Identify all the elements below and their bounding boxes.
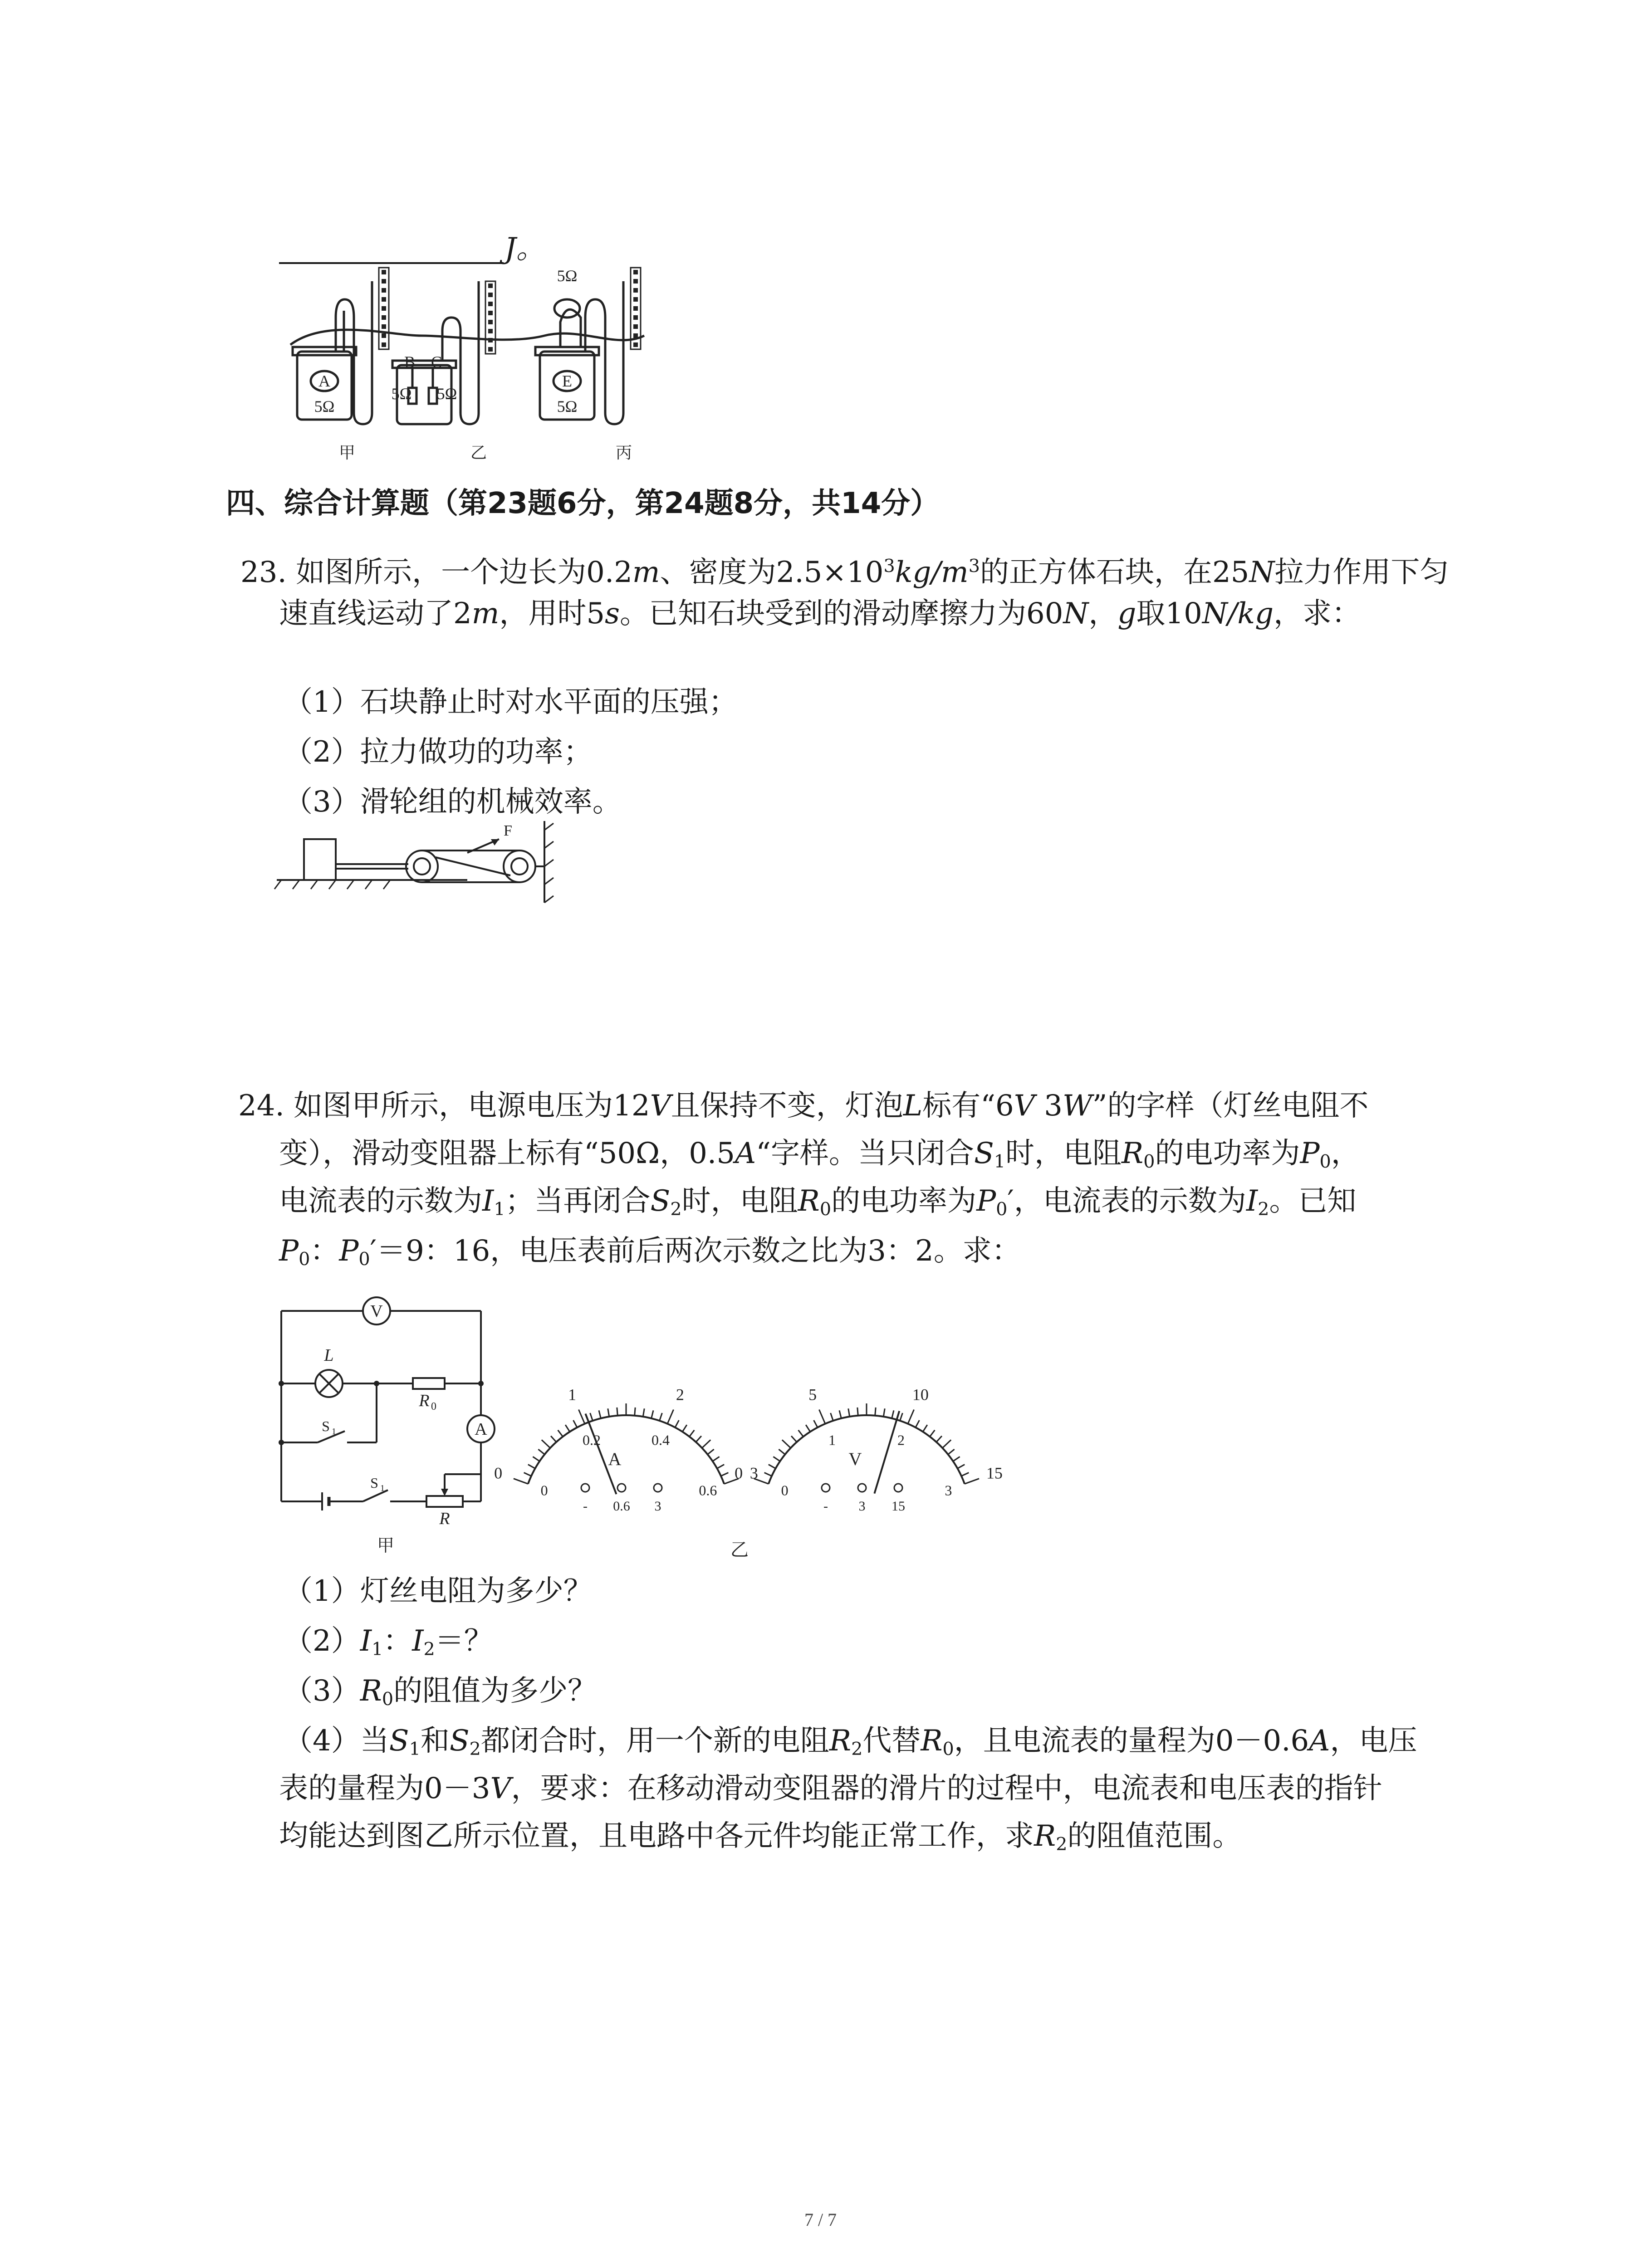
ammeter-terminal xyxy=(581,1484,589,1492)
ammeter-terminal-label: 3 xyxy=(654,1499,661,1514)
jar-b-resistance: 5Ω xyxy=(391,385,412,403)
q23-line-1: 23. 如图所示，一个边长为0.2m、密度为$2.5\times 10^3kg/m^3$的正方体石块，在25N拉力作用下匀 xyxy=(240,555,1449,589)
ammeter-tick xyxy=(533,1457,539,1461)
label-bing: 丙 xyxy=(615,444,632,462)
svg-text:0: 0 xyxy=(431,1401,436,1413)
ammeter-tick xyxy=(696,1436,701,1442)
voltmeter-tick xyxy=(779,1449,785,1454)
ammeter-tick xyxy=(538,1449,544,1454)
ammeter-tick xyxy=(667,1410,673,1424)
ammeter-tick xyxy=(643,1408,644,1417)
voltmeter-tick xyxy=(892,1410,894,1418)
q23-sub-1: （1）石块静止时对水平面的压强； xyxy=(284,685,738,719)
r0-label: R xyxy=(419,1391,430,1410)
ammeter-bottom-tick-label: 0.6 xyxy=(699,1482,717,1499)
voltmeter-tick xyxy=(769,1465,776,1469)
q23-line-2: 速直线运动了2m，用时5s。已知石块受到的滑动摩擦力为60N，g取10N/kg，求： xyxy=(279,597,1361,631)
page-number: 7 / 7 xyxy=(804,2209,837,2230)
ammeter-tick xyxy=(689,1430,694,1437)
q24-line-4: $P_0$：$P_0'=9$：16，电压表前后两次示数之比为3：2。求： xyxy=(279,1234,1021,1270)
ammeter-terminal-label: 0.6 xyxy=(613,1499,630,1514)
rheostat-label: R xyxy=(439,1509,450,1528)
voltmeter-terminal-label: 3 xyxy=(858,1499,866,1514)
voltmeter-top-tick-label: 10 xyxy=(912,1385,929,1404)
switch-s1-lower-label: S xyxy=(370,1475,378,1491)
voltmeter-terminal xyxy=(858,1484,866,1492)
jar-e-letter: E xyxy=(562,372,572,390)
blank-unit: J。 xyxy=(505,232,545,265)
ammeter-tick xyxy=(565,1425,570,1432)
svg-text:1: 1 xyxy=(380,1483,385,1493)
ammeter-top-tick-label: 1 xyxy=(568,1385,577,1404)
ammeter-tick xyxy=(713,1457,720,1461)
voltmeter-tick xyxy=(942,1440,951,1448)
voltmeter-tick xyxy=(930,1430,935,1437)
ammeter-tick xyxy=(708,1449,714,1454)
ammeter-tick xyxy=(717,1465,725,1469)
ammeter-terminal xyxy=(617,1484,626,1492)
q24-line-3: 电流表的示数为$I_1$；当再闭合$S_2$时，电阻$R_0$的电功率为$P_0'$，电流表的示数为$I_2$。已知 xyxy=(279,1184,1357,1220)
voltmeter-tick xyxy=(819,1410,825,1424)
q24-sub-1: （1）灯丝电阻为多少？ xyxy=(284,1574,593,1608)
ammeter-tick xyxy=(682,1425,687,1432)
circuit-figure-label: 甲 xyxy=(377,1536,395,1555)
ammeter-tick xyxy=(599,1410,601,1418)
voltmeter-bottom-tick-label: 0 xyxy=(781,1482,789,1499)
voltmeter-tick xyxy=(773,1457,780,1461)
meters-figure xyxy=(494,1343,1003,1560)
voltmeter-bottom-tick-label: 3 xyxy=(945,1482,952,1499)
voltmeter-tick xyxy=(923,1425,927,1432)
heat-experiment-figure xyxy=(272,268,681,467)
circuit-figure xyxy=(272,1293,508,1556)
voltmeter-tick xyxy=(798,1430,803,1437)
force-label: F xyxy=(504,822,512,839)
jar-a-resistance: 5Ω xyxy=(314,397,335,415)
voltmeter-scale-arc xyxy=(769,1415,965,1484)
jar-b-letter: B xyxy=(404,353,416,371)
voltmeter-tick xyxy=(958,1465,965,1469)
label-jia: 甲 xyxy=(338,444,356,462)
label-yi: 乙 xyxy=(470,444,487,462)
ammeter-tick xyxy=(660,1413,662,1421)
voltmeter-tick xyxy=(961,1473,969,1476)
svg-text:1: 1 xyxy=(332,1427,336,1437)
voltmeter-tick xyxy=(857,1408,858,1416)
voltmeter-tick xyxy=(883,1408,885,1417)
ammeter-tick xyxy=(675,1420,679,1427)
voltmeter-tick xyxy=(936,1436,942,1442)
voltmeter-tick xyxy=(948,1449,955,1454)
ammeter-bottom-tick-label: 0.2 xyxy=(582,1432,601,1448)
lamp-label: L xyxy=(324,1346,334,1365)
q24-sub-4-line-3: 均能达到图乙所示位置，且电路中各元件均能正常工作，求$R_2$的阻值范围。 xyxy=(279,1819,1242,1855)
voltmeter-tick xyxy=(953,1457,960,1461)
voltmeter-bottom-tick-label: 2 xyxy=(897,1432,905,1448)
voltmeter-tick xyxy=(875,1408,876,1416)
voltmeter-needle xyxy=(874,1411,899,1494)
ammeter-top-tick-label: 0 xyxy=(494,1464,503,1482)
voltmeter-terminal xyxy=(894,1484,902,1492)
ammeter-tick xyxy=(721,1473,728,1476)
voltmeter-letter: V xyxy=(848,1449,862,1469)
voltmeter-tick xyxy=(848,1408,850,1417)
answer-blank-line xyxy=(279,262,504,264)
ammeter-tick xyxy=(551,1436,556,1442)
ammeter-terminal xyxy=(654,1484,662,1492)
jar-c-letter: C xyxy=(431,353,442,371)
jar-e-resistance: 5Ω xyxy=(557,397,578,415)
ammeter-tick xyxy=(573,1420,577,1427)
ammeter-tick xyxy=(524,1473,531,1476)
voltmeter-top-tick-label: 5 xyxy=(808,1385,817,1404)
q24-sub-3: $(3)R_0$的阻值为多少？ xyxy=(284,1674,597,1710)
ammeter-tick xyxy=(528,1465,535,1469)
voltmeter-tick xyxy=(839,1410,841,1418)
voltmeter-tick xyxy=(831,1413,833,1421)
ammeter-terminal-label: - xyxy=(583,1499,588,1514)
q24-sub-4-line-2: 表的量程为0－3V，要求：在移动滑动变阻器的滑片的过程中，电流表和电压表的指针 xyxy=(279,1772,1382,1805)
meters-figure-label: 乙 xyxy=(730,1540,749,1560)
voltmeter-tick xyxy=(782,1440,791,1448)
ammeter-scale-arc xyxy=(528,1415,724,1484)
voltmeter-tick xyxy=(965,1479,979,1484)
ammeter-bottom-tick-label: 0 xyxy=(540,1482,548,1499)
ammeter-bottom-tick-label: 0.4 xyxy=(652,1432,670,1448)
ammeter-top-tick-label: 2 xyxy=(676,1385,684,1404)
voltmeter-terminal-label: - xyxy=(823,1499,828,1514)
ammeter-tick xyxy=(514,1479,528,1484)
ammeter-tick xyxy=(578,1410,584,1424)
jar-c-resistance: 5Ω xyxy=(436,385,457,403)
ammeter-tick xyxy=(608,1408,609,1417)
ammeter-tick xyxy=(542,1440,550,1448)
q24-line-1: 24. 如图甲所示，电源电压为12V且保持不变，灯泡L标有“6V 3W”的字样（灯丝电阻不 xyxy=(238,1089,1369,1123)
ammeter-tick xyxy=(558,1430,563,1437)
switch-s1-upper-label: S xyxy=(322,1418,330,1434)
q23-sub-3: （3）滑轮组的机械效率。 xyxy=(284,785,622,819)
voltmeter-terminal xyxy=(822,1484,830,1492)
q23-sub-2: （2）拉力做功的功率； xyxy=(284,735,593,769)
voltmeter-tick xyxy=(764,1473,772,1476)
voltmeter-top-tick-label: 0 xyxy=(735,1464,743,1482)
q24-sub-4-line-1: （4）当$S_1$和$S_2$都闭合时，用一个新的电阻$R_2$代替$R_0$，且电流表的量程为0－0.6A，电压 xyxy=(284,1724,1417,1760)
q24-line-2: 变），滑动变阻器上标有“50Ω，0.5A“字样。当只闭合$S_1$时，电阻$R_0$的电功率为$P_0$， xyxy=(279,1137,1360,1172)
voltmeter-tick xyxy=(806,1425,810,1432)
section-heading: 四、综合计算题（第23题6分，第24题8分，共14分） xyxy=(226,487,940,520)
voltmeter-tick xyxy=(900,1413,903,1421)
q24-sub-2: $(2)I_1$：$I_2=$？ xyxy=(284,1624,493,1660)
voltmeter-tick xyxy=(916,1420,919,1427)
ammeter-tick xyxy=(702,1440,710,1448)
voltmeter-top-tick-label: 15 xyxy=(986,1464,1003,1482)
voltmeter-tick xyxy=(791,1436,797,1442)
ammeter-top-tick-label: 3 xyxy=(749,1464,758,1482)
voltmeter-tick xyxy=(908,1410,914,1424)
ammeter-symbol: A xyxy=(475,1420,487,1439)
voltmeter-terminal-label: 15 xyxy=(892,1499,905,1514)
ammeter-dial xyxy=(494,1386,758,1514)
ammeter-letter: A xyxy=(608,1449,622,1469)
jar-a-letter: A xyxy=(318,372,330,390)
voltmeter-tick xyxy=(814,1420,818,1427)
voltmeter-bottom-tick-label: 1 xyxy=(828,1432,836,1448)
top-resistor-label: 5Ω xyxy=(557,267,578,285)
pulley-figure xyxy=(272,821,572,903)
ammeter-tick xyxy=(652,1410,653,1418)
voltmeter-symbol: V xyxy=(370,1302,383,1321)
ammeter-tick xyxy=(590,1413,593,1421)
voltmeter-dial xyxy=(735,1386,1003,1514)
